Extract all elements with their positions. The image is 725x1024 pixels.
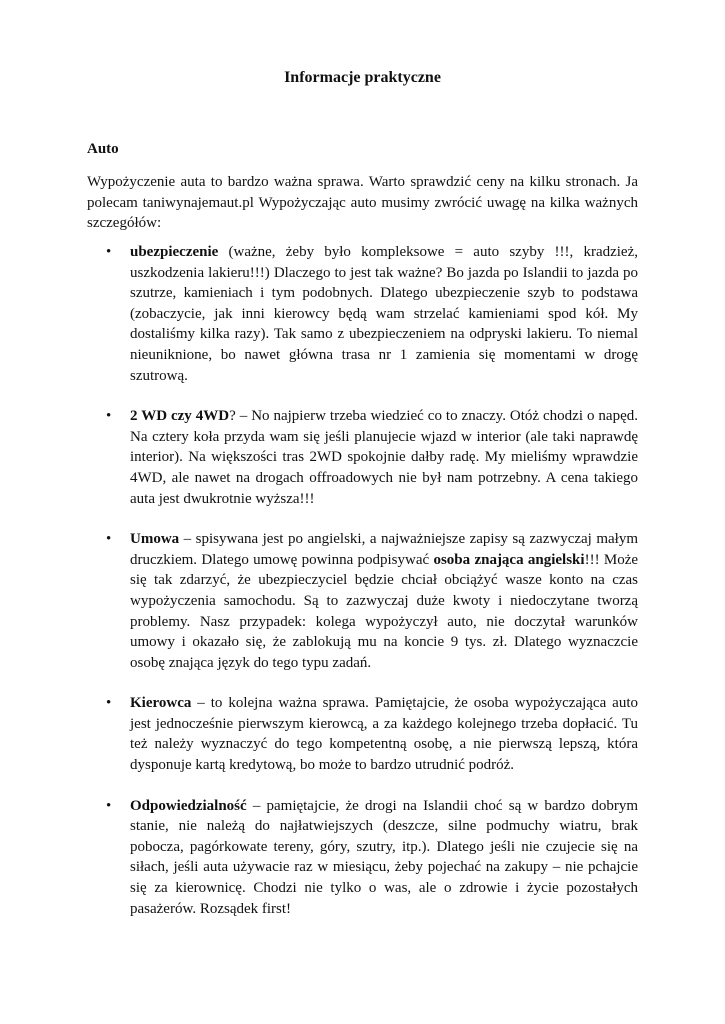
bullet-icon: • xyxy=(106,797,112,814)
list-item xyxy=(87,529,638,673)
section-heading: Auto xyxy=(87,141,119,157)
item-term: ubezpieczenie xyxy=(130,244,219,260)
bullet-icon: • xyxy=(106,531,112,548)
item-term-secondary: osoba znająca angielski xyxy=(433,551,585,568)
item-term: 2 WD czy 4WD xyxy=(130,408,230,425)
item-text: ? – No najpierw trzeba wiedzieć co to znaczy. Otóż chodzi o napęd. Na cztery koła przyda wam się jeśli planujecie wjazd w interior (ale taki naprawdę interior). Na większości tras 2WD spokojnie dałby radę. My mieliśmy wprawdzie 4WD, ale nawet na drogach offroadowych nie był nam potrzebny. A cena takiego auta jest dwukrotnie wyższa!!! xyxy=(130,408,638,507)
bullet-list xyxy=(87,242,638,939)
item-text: – to kolejna ważna sprawa. Pamiętajcie, że osoba wypożyczająca auto jest jednocześnie pierwszym kierowcą, a za każdego kolejnego trzeba dopłacić. Tu też należy wyznaczyć do tego kompetentną osobę, a nie pierwszą lepszą, która dysponuje kartą kredytową, bo może to bardzo utrudnić podróż. xyxy=(130,695,638,774)
bullet-icon: • xyxy=(106,408,112,425)
list-item xyxy=(87,796,638,920)
bullet-icon: • xyxy=(106,244,112,260)
item-text-secondary: !!! Może się tak zdarzyć, że ubezpieczyciel będzie chciał obciążyć wasze konto na czas wypożyczenia samochodu. Są to zazwyczaj duże kwoty i niedoczytane tworzą problemy. Nasz przypadek: kolega wypożyczył auto, nie doczytał warunków umowy i okazało się, że zablokują mu na koncie 9 tys. zł. Dlatego wyznaczcie osobę znająca język do tego typu zadań. xyxy=(130,551,639,671)
item-text: (ważne, żeby było kompleksowe = auto szyby !!!, kradzież, uszkodzenia lakieru!!!) Dlaczego to jest tak ważne? Bo jazda po Islandii to jazda po szutrze, kamieniach i tym podobnych. Dlatego ubezpieczenie szyb to podstawa (zobaczycie, jak inni kierowcy będą wam strzelać kamieniami spod kół. My dostaliśmy kilka razy). Tak samo z ubezpieczeniem na odpryski lakieru. To niemal nieuniknione, bo nawet główna trasa nr 1 zamienia się momentami w drogę szutrową. xyxy=(130,244,638,384)
page-title: Informacje praktyczne xyxy=(284,69,441,86)
list-item xyxy=(87,693,638,775)
intro-paragraph: Wypożyczenie auta to bardzo ważna sprawa. Warto sprawdzić ceny na kilku stronach. Ja polecam taniwynajemaut.pl Wypożyczając auto musimy zwrócić uwagę na kilka ważnych szczegółów: xyxy=(87,174,638,232)
list-item xyxy=(87,406,638,509)
item-term: Odpowiedzialność xyxy=(130,797,247,814)
item-term: Kierowca xyxy=(130,695,192,712)
item-text: – spisywana jest po angielski, a najważniejsze zapisy są zazwyczaj małym druczkiem. Dlatego umowę powinna podpisywać xyxy=(130,531,638,568)
item-term: Umowa xyxy=(130,531,180,548)
bullet-icon: • xyxy=(106,695,112,712)
item-text: – pamiętajcie, że drogi na Islandii choć są w bardzo dobrym stanie, nie należą do najłatwiejszych (deszcze, silne podmuchy wiatru, brak pobocza, pagórkowate tereny, góry, szutry, itp.). Dlatego jeśli nie czujecie się na siłach, jeśli auta używacie raz w miesiącu, żeby pojechać na zakupy – nie pchajcie się za kierownicę. Chodzi nie tylko o was, ale o zdrowie i życie pozostałych pasażerów. Rozsądek first! xyxy=(130,797,638,917)
list-item xyxy=(87,242,638,386)
